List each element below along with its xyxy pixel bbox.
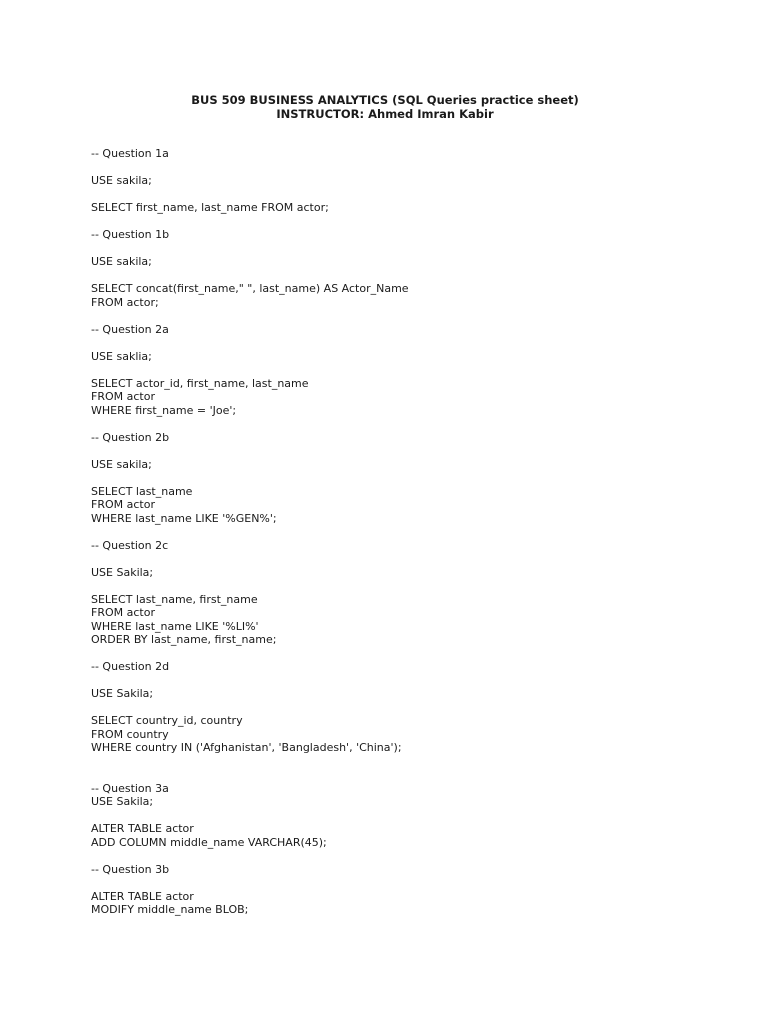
sql-line: USE Sakila; [91, 565, 154, 579]
blank-line [91, 755, 731, 769]
sql-line: USE Sakila; [91, 795, 154, 808]
sql-line: USE Sakila; [91, 687, 154, 700]
question-heading: -- Question 3a [91, 781, 169, 795]
blank-line [91, 336, 731, 350]
blank-line [91, 309, 731, 323]
question-heading: -- Question 1a [91, 147, 169, 160]
sql-line: ORDER BY last_name, first_name; [91, 633, 277, 646]
blank-line [91, 471, 731, 485]
sql-line: SELECT last_name [91, 484, 193, 498]
question-heading: -- Question 2c [91, 538, 169, 552]
sql-line: FROM actor [91, 606, 155, 619]
blank-line [91, 647, 731, 661]
sql-query-body [91, 147, 731, 917]
blank-line [91, 242, 731, 256]
blank-line [91, 876, 731, 890]
sql-line: SELECT last_name, first_name [91, 592, 258, 606]
sql-line: SELECT actor_id, first_name, last_name [91, 376, 309, 390]
sql-line: FROM country [91, 727, 169, 741]
sql-line: ADD COLUMN middle_name VARCHAR(45); [91, 835, 327, 849]
blank-line [91, 188, 731, 202]
sql-line: MODIFY middle_name BLOB; [91, 903, 249, 916]
question-heading: -- Question 2d [91, 660, 170, 673]
document-header [0, 93, 770, 121]
sql-line: SELECT concat(first_name," ", last_name) AS Actor_Name [91, 282, 409, 295]
blank-line [91, 525, 731, 539]
sql-line: WHERE last_name LIKE '%LI%' [91, 619, 259, 633]
question-heading: -- Question 2a [91, 322, 169, 336]
blank-line [91, 215, 731, 229]
sql-line: WHERE country IN ('Afghanistan', 'Bangladesh', 'China'); [91, 741, 402, 754]
blank-line [91, 768, 731, 782]
sql-line: SELECT country_id, country [91, 714, 243, 727]
sql-line: USE sakila; [91, 174, 152, 187]
sql-line: USE saklia; [91, 349, 152, 363]
blank-line [91, 161, 731, 175]
blank-line [91, 363, 731, 377]
instructor-line: INSTRUCTOR: Ahmed Imran Kabir [276, 107, 494, 121]
sql-line: FROM actor; [91, 295, 159, 309]
blank-line [91, 269, 731, 283]
blank-line [91, 809, 731, 823]
question-heading: -- Question 2b [91, 430, 170, 444]
question-heading: -- Question 1b [91, 228, 170, 241]
blank-line [91, 849, 731, 863]
blank-line [91, 417, 731, 431]
sql-line: WHERE last_name LIKE '%GEN%'; [91, 511, 277, 525]
sql-line: ALTER TABLE actor [91, 822, 194, 835]
sql-line: SELECT first_name, last_name FROM actor; [91, 201, 329, 214]
sql-line: USE sakila; [91, 457, 152, 471]
sql-line: ALTER TABLE actor [91, 889, 194, 903]
blank-line [91, 579, 731, 593]
sql-line: FROM actor [91, 498, 155, 511]
sql-line: WHERE first_name = 'Joe'; [91, 403, 237, 417]
blank-line [91, 552, 731, 566]
question-heading: -- Question 3b [91, 862, 170, 876]
sql-line: FROM actor [91, 390, 155, 403]
sql-line: USE sakila; [91, 255, 152, 268]
blank-line [91, 444, 731, 458]
blank-line [91, 674, 731, 688]
document-title: BUS 509 BUSINESS ANALYTICS (SQL Queries practice sheet) [191, 93, 579, 107]
blank-line [91, 701, 731, 715]
